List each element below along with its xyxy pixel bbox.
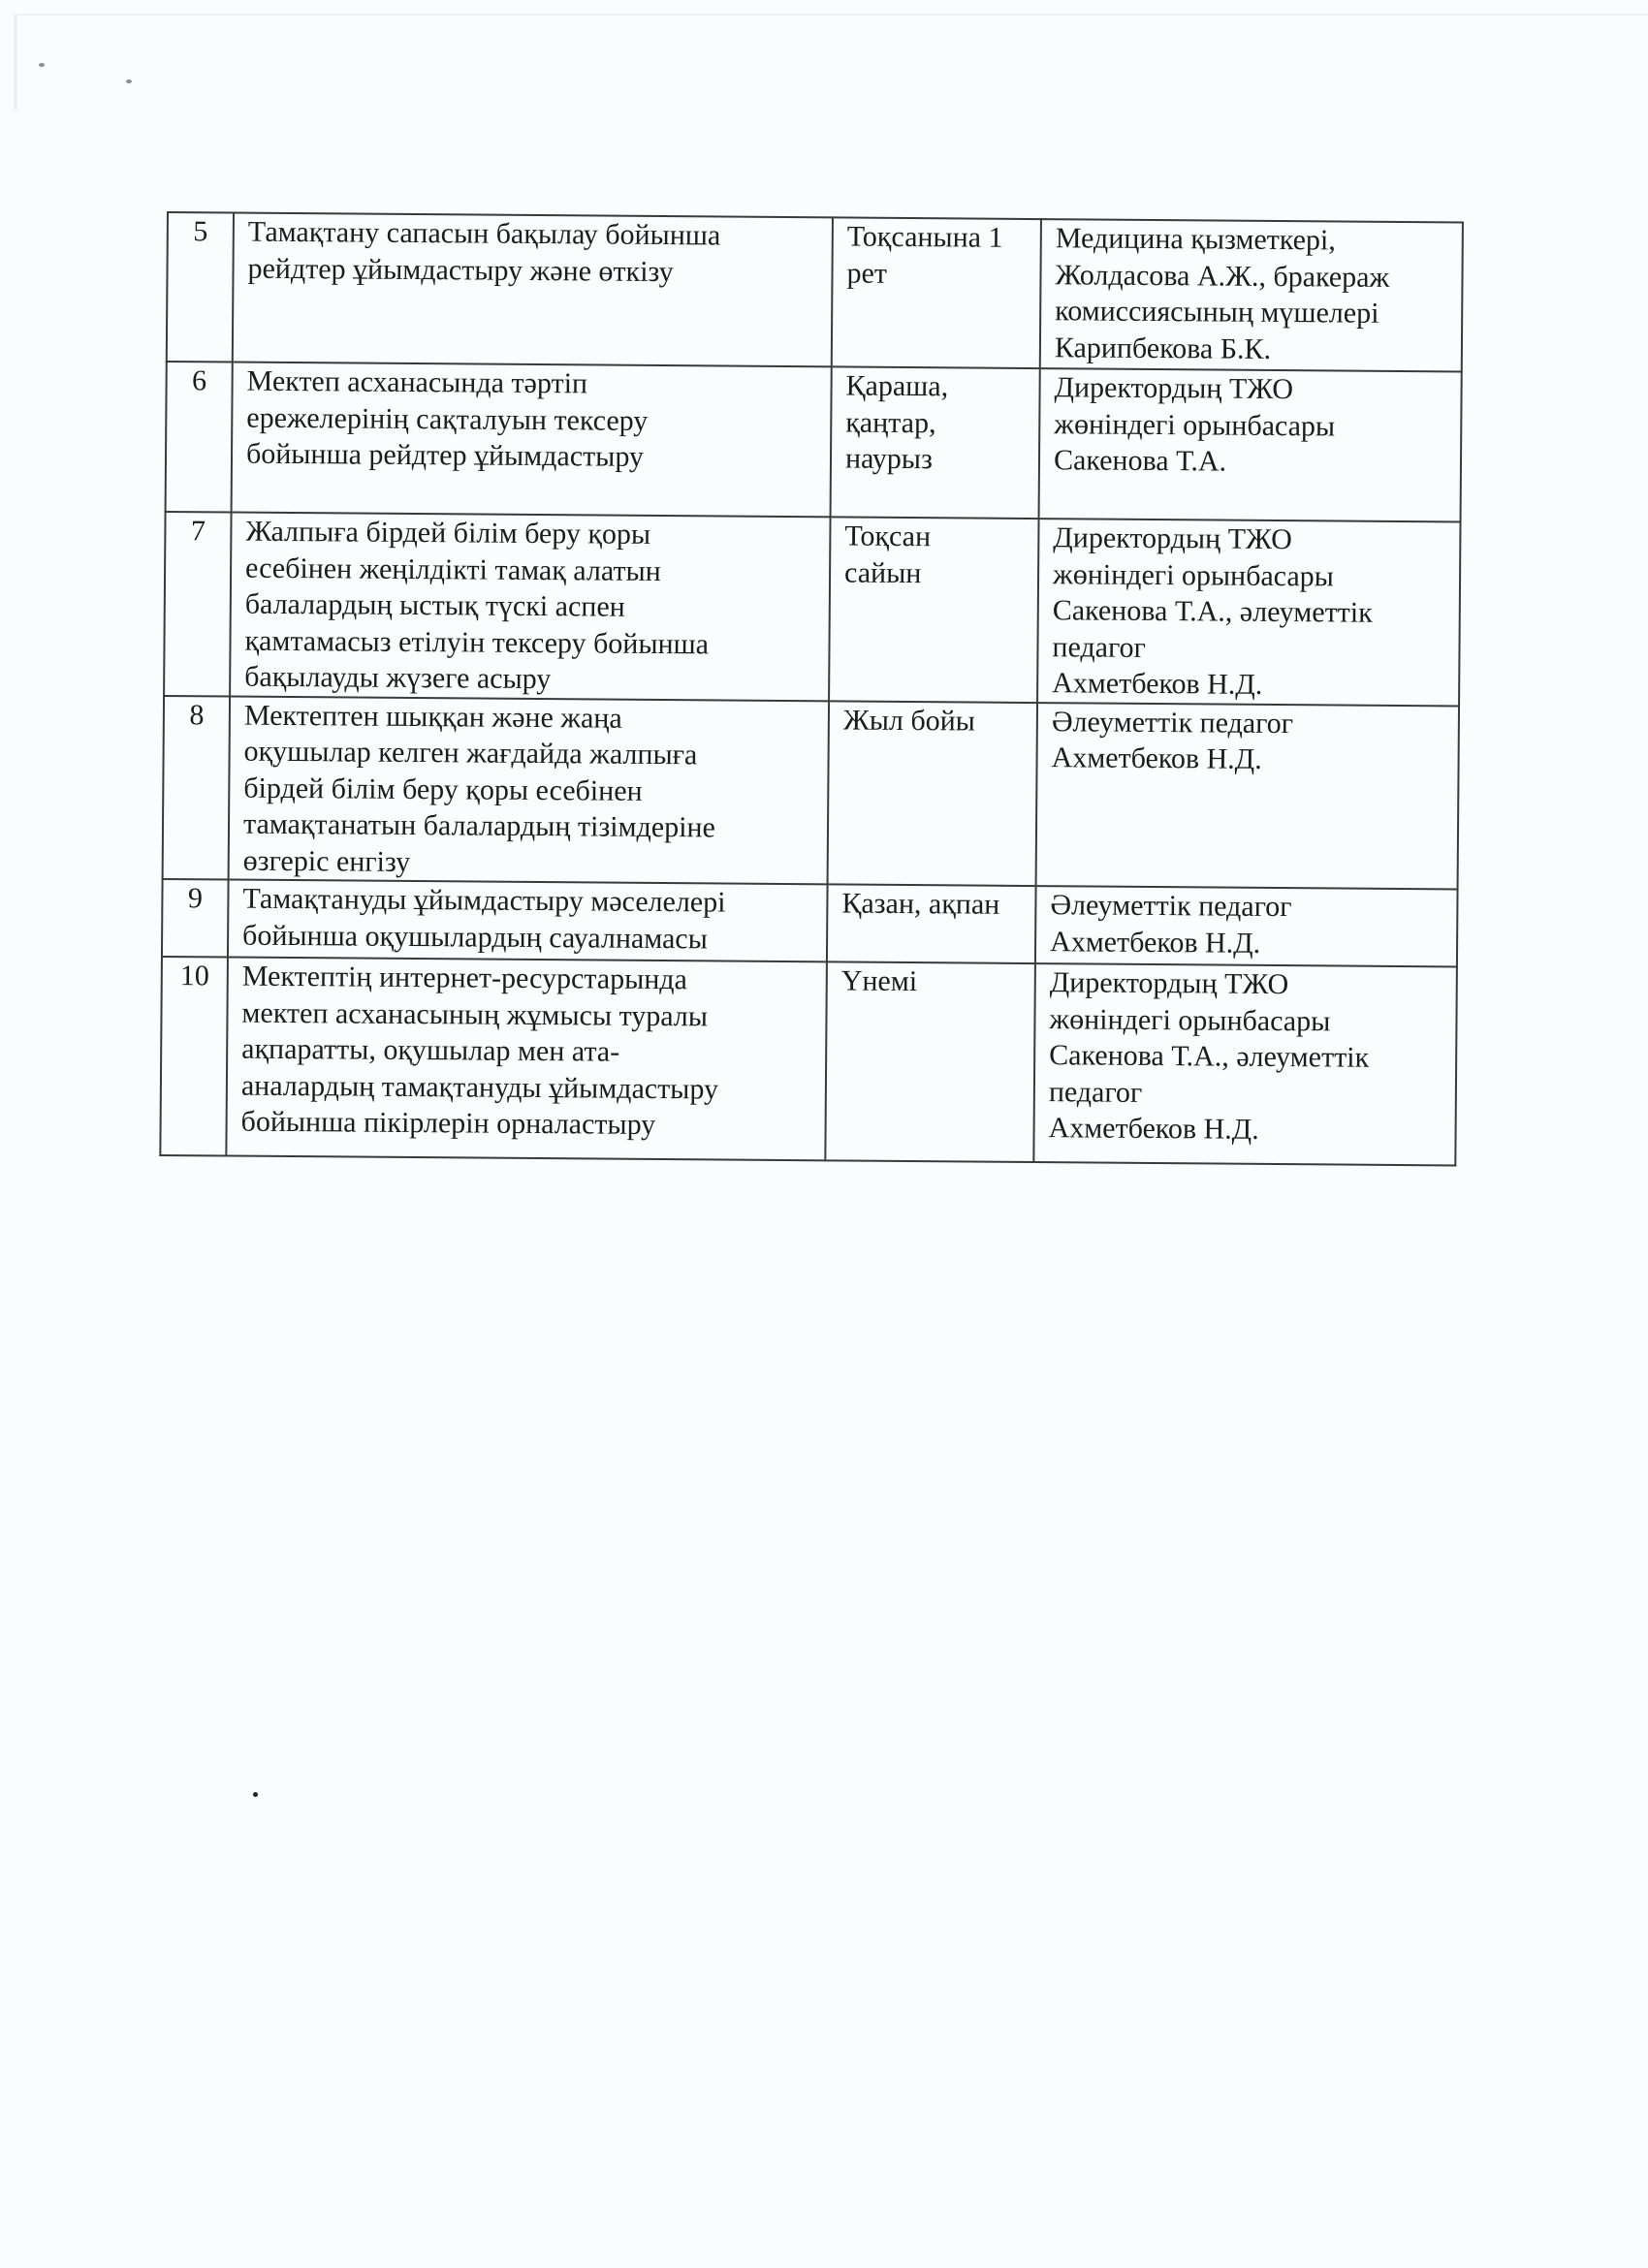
responsible-cell: Әлеуметтік педагог Ахметбеков Н.Д. [1036,703,1459,890]
table-row [166,362,1462,521]
activity-cell: Мектеп асханасында тәртіп ережелерінің сақталуын тексеру бойынша рейдтер ұйымдастыру [232,362,832,518]
timing-cell: Жыл бойы [828,701,1037,886]
timing-cell: Қараша, қаңтар, наурыз [831,366,1040,519]
row-number: 5 [167,212,234,362]
table-row [167,212,1463,371]
activity-cell: Мектептің интернет-ресурстарында мектеп асханасының жұмысы туралы ақпаратты, оқушылар мен ата- аналардың тамақтануды ұйымдастыру бойынша пікірлерін орналастыру [226,958,827,1161]
activity-cell: Тамақтануды ұйымдастыру мәселелері бойынша оқушылардың сауалнамасы [228,880,828,962]
responsible-cell: Директордың ТЖО жөніндегі орынбасары Сакенова Т.А. [1039,368,1462,521]
timing-cell: Тоқсанына 1 рет [832,217,1041,368]
scan-speck [39,63,45,67]
table-row [162,879,1458,966]
row-number: 7 [164,512,231,696]
timing-cell: Үнемі [825,961,1035,1162]
row-number: 10 [160,957,228,1156]
scan-edge-top [19,14,1648,16]
scan-speck [253,1792,258,1797]
row-number: 6 [166,362,233,513]
timing-cell: Қазан, ақпан [827,884,1036,963]
plan-table [159,211,1464,1166]
responsible-cell: Директордың ТЖО жөніндегі орынбасары Сакенова Т.А., әлеуметтік педагог Ахметбеков Н.Д. [1037,519,1460,706]
scan-speck [126,79,132,83]
activity-cell: Мектептен шыққан және жаңа оқушылар келген жағдайда жалпыға бірдей білім беру қоры есебінен тамақтанатын балалардың тізімдеріне өзгеріс енгізу [229,696,829,884]
timing-cell: Тоқсан сайын [829,517,1038,702]
row-number: 9 [162,879,229,958]
table-row [163,695,1459,889]
plan-table-container [159,211,1464,1166]
activity-cell: Тамақтану сапасын бақылау бойынша рейдтер ұйымдастыру және өткізу [233,213,833,367]
table-row [160,957,1457,1165]
responsible-cell: Директордың ТЖО жөніндегі орынбасары Сакенова Т.А., әлеуметтік педагог Ахметбеков Н.Д. [1033,963,1457,1165]
table-row [164,512,1460,706]
row-number: 8 [163,695,230,879]
scan-edge-left [14,14,17,110]
responsible-cell: Медицина қызметкері, Жолдасова А.Ж., бракераж комиссиясының мүшелері Карипбекова Б.К. [1040,219,1463,371]
activity-cell: Жалпыға бірдей білім беру қоры есебінен жеңілдікті тамақ алатын балалардың ыстық түскі аспен қамтамасыз етілуін тексеру бойынша бақылауды жүзеге асыру [230,513,830,701]
responsible-cell: Әлеуметтік педагог Ахметбеков Н.Д. [1035,886,1458,966]
